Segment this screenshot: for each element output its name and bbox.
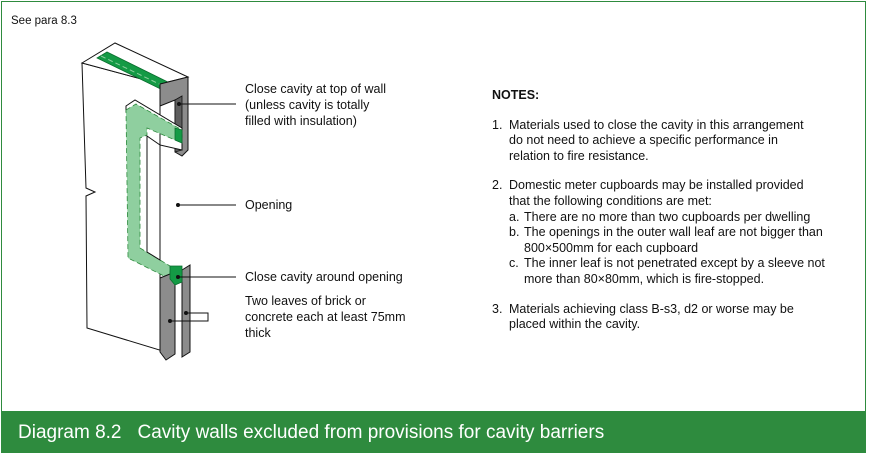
opening-head-closer-dark <box>175 128 182 143</box>
note-line: Domestic meter cupboards may be installed provided <box>509 178 804 193</box>
label-close-top-line-2: (unless cavity is totally <box>245 98 370 112</box>
subitem-line: The inner leaf is not penetrated except by a sleeve not <box>524 256 825 271</box>
note-line: Materials used to close the cavity in this arrangement <box>509 117 804 132</box>
label-leaves <box>245 293 406 341</box>
label-leaves-line-2: concrete each at least 75mm <box>245 310 406 324</box>
caption-bar <box>1 411 866 453</box>
note-subitem-c <box>509 256 852 287</box>
note-line: relation to fire resistance. <box>509 148 649 163</box>
label-close-top-line-3: filled with insulation) <box>245 114 357 128</box>
note-number: 1. <box>492 117 503 132</box>
subitem-letter: b. <box>509 225 520 240</box>
subitem-line: 800×500mm for each cupboard <box>524 240 699 255</box>
note-line: placed within the cavity. <box>509 317 641 332</box>
subitem-line: There are no more than two cupboards per dwelling <box>524 209 811 224</box>
note-number: 3. <box>492 301 503 316</box>
subitem-letter: a. <box>509 209 520 224</box>
notes-panel <box>492 88 852 347</box>
caption-title: Cavity walls excluded from provisions for cavity barriers <box>137 422 605 443</box>
note-2 <box>492 178 852 287</box>
caption-number: Diagram 8.2 <box>18 422 122 443</box>
note-number: 2. <box>492 178 503 193</box>
label-opening: Opening <box>245 198 293 212</box>
note-1 <box>492 118 852 165</box>
label-close-top-line-1: Close cavity at top of wall <box>245 82 387 96</box>
subitem-letter: c. <box>509 256 519 271</box>
label-leaves-line-1: Two leaves of brick or <box>245 294 366 308</box>
notes-title: NOTES: <box>492 88 540 102</box>
subitem-line: The openings in the outer wall leaf are not bigger than <box>524 225 823 240</box>
note-line: that the following conditions are met: <box>509 193 712 208</box>
lower-outer-leaf-end <box>160 272 175 360</box>
note-line: do not need to achieve a specific performance in <box>509 133 778 148</box>
note-line: Materials achieving class B-s3, d2 or worse may be <box>509 301 794 316</box>
label-close-opening: Close cavity around opening <box>245 270 403 284</box>
note-subitem-b <box>509 225 852 256</box>
reference-text: See para 8.3 <box>11 15 77 27</box>
caption <box>18 422 604 444</box>
note-3 <box>492 302 852 333</box>
subitem-line: more than 80×80mm, which is fire-stopped. <box>524 271 765 286</box>
opening-jamb-reveal <box>147 136 160 260</box>
label-close-top <box>245 81 386 129</box>
note-subitem-a <box>509 210 852 226</box>
label-leaves-line-3: thick <box>245 326 271 340</box>
